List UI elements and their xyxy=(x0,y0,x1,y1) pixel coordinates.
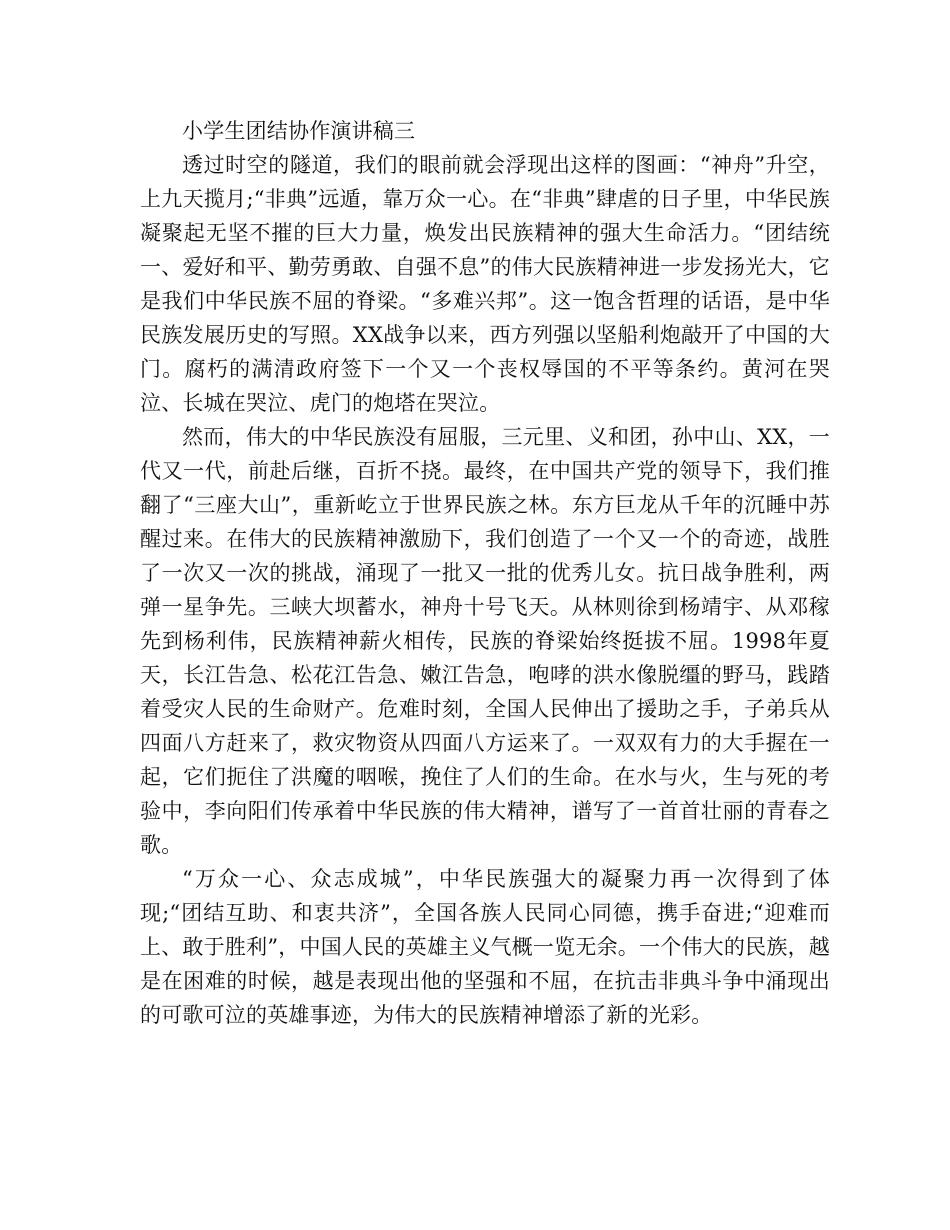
document-body xyxy=(140,114,830,1032)
paragraph-3: “万众一心、众志成城”，中华民族强大的凝聚力再一次得到了体现;“团结互助、和衷共济”，全国各族人民同心同德，携手奋进;“迎难而上、敢于胜利”，中国人民的英雄主义气概一览无余。一个伟大的民族，越是在困难的时候，越是表现出他的坚强和不屈，在抗击非典斗争中涌现出的可歌可泣的英雄事迹，为伟大的民族精神增添了新的光彩。 xyxy=(140,867,830,1027)
paragraph-2: 然而，伟大的中华民族没有屈服，三元里、义和团，孙中山、XX，一代又一代，前赴后继，百折不挠。最终，在中国共产党的领导下，我们推翻了“三座大山”，重新屹立于世界民族之林。东方巨龙从千年的沉睡中苏醒过来。在伟大的民族精神激励下，我们创造了一个又一个的奇迹，战胜了一次又一次的挑战，涌现了一批又一批的优秀儿女。抗日战争胜利，两弹一星争先。三峡大坝蓄水，神舟十号飞天。从林则徐到杨靖宇、从邓稼先到杨利伟，民族精神薪火相传，民族的脊梁始终挺拔不屈。1998年夏天，长江告急、松花江告急、嫩江告急，咆哮的洪水像脱缰的野马，践踏着受灾人民的生命财产。危难时刻，全国人民伸出了援助之手，子弟兵从四面八方赶来了，救灾物资从四面八方运来了。一双双有力的大手握在一起，它们扼住了洪魔的咽喉，挽住了人们的生命。在水与火，生与死的考验中，李向阳们传承着中华民族的伟大精神，谱写了一首首壮丽的青春之歌。 xyxy=(140,425,830,857)
document-title: 小学生团结协作演讲稿三 xyxy=(182,119,416,143)
paragraph-1: 透过时空的隧道，我们的眼前就会浮现出这样的图画：“神舟”升空，上九天揽月;“非典”远遁，靠万众一心。在“非典”肆虐的日子里，中华民族凝聚起无坚不摧的巨大力量，焕发出民族精神的强大生命活力。“团结统一、爱好和平、勤劳勇敢、自强不息”的伟大民族精神进一步发扬光大，它是我们中华民族不屈的脊梁。“多难兴邦”。这一饱含哲理的话语，是中华民族发展历史的写照。XX战争以来，西方列强以坚船利炮敲开了中国的大门。腐朽的满清政府签下一个又一个丧权辱国的不平等条约。黄河在哭泣、长城在哭泣、虎门的炮塔在哭泣。 xyxy=(140,153,830,415)
